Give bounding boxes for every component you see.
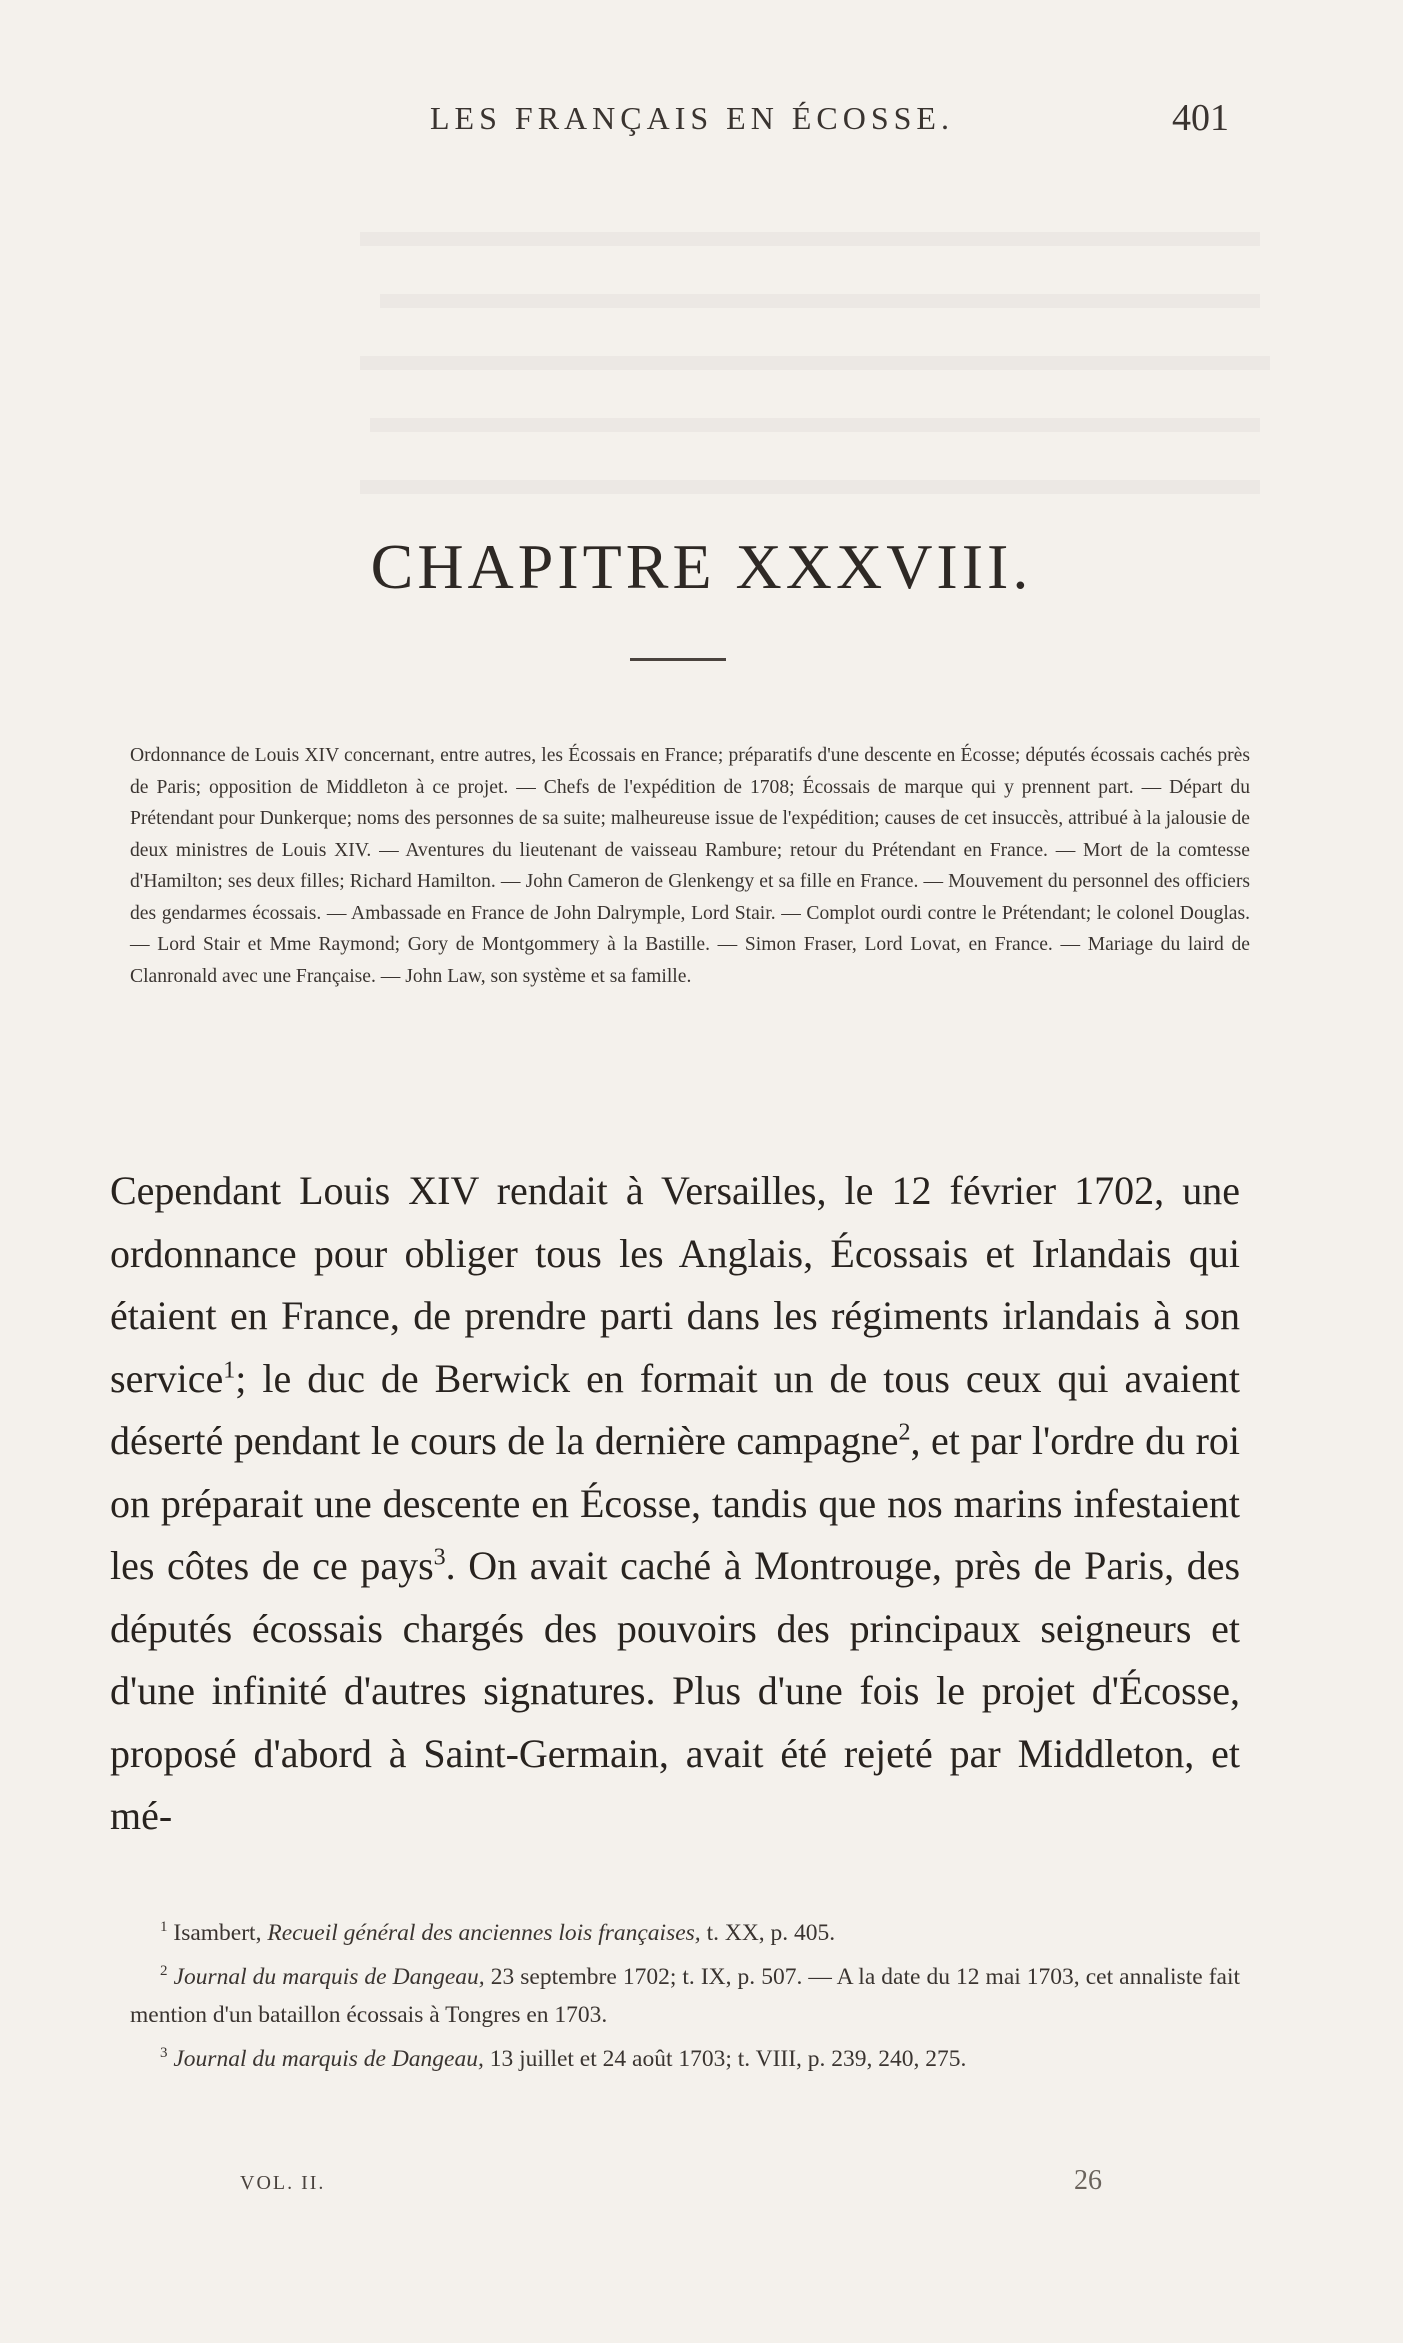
sheet-signature-number: 26 <box>1074 2165 1102 2196</box>
footnote-1 <box>130 1908 1240 1952</box>
footnote-title: Recueil général des anciennes lois françaises, <box>267 1919 701 1946</box>
body-text-part1: Cependant Louis XIV rendait à Versailles, le 12 février 1702, une ordonnance pour obliger tous les Anglais, Écossais et Irlandais qui étaient en France, de prendre parti dans les régiments irlandais à son service <box>110 1168 1240 1401</box>
chapter-title: CHAPITRE XXXVIII. <box>370 531 1033 602</box>
footnote-marker: 3 <box>160 2044 168 2061</box>
body-text-part4: . On avait caché à Montrouge, près de Paris, des députés écossais chargés des pouvoirs des principaux seigneurs et d'une infinité d'autres signatures. Plus d'une fois le projet d'Écosse, proposé d'abord à Saint-Germain, avait été rejeté par Middleton, et mé- <box>110 1543 1241 1838</box>
footnote-text: t. XX, p. 405. <box>700 1919 836 1946</box>
footnote-text: Isambert, <box>173 1919 268 1946</box>
body-text-part3: , et par l'ordre du roi on préparait une descente en Écosse, tandis que nos marins infestaient les côtes de ce pays <box>110 1418 1241 1588</box>
footnote-marker: 1 <box>160 1919 168 1935</box>
chapter-rule <box>630 658 726 661</box>
footnote-text: 13 juillet et 24 août 1703; t. VIII, p. 239, 240, 275. <box>483 2045 967 2072</box>
footnote-marker: 2 <box>160 1962 168 1979</box>
body-text-part2: ; le duc de Berwick en formait un de tous ceux qui avaient déserté pendant le cours de la dernière campagne <box>110 1355 1240 1463</box>
footnotes <box>130 1908 1240 2077</box>
chapter-summary: Ordonnance de Louis XIV concernant, entre autres, les Écossais en France; préparatifs d'une descente en Écosse; députés écossais cachés près de Paris; opposition de Middleton à ce projet. — Chefs de l'expédition de 1708; Écossais de marque qui y prennent part. — Départ du Prétendant pour Dunkerque; noms des personnes de sa suite; malheureuse issue de l'expédition; causes de cet insuccès, attribué à la jalousie de deux ministres de Louis XIV. — Aventures du lieutenant de vaisseau Rambure; retour du Prétendant en France. — Mort de la comtesse d'Hamilton; ses deux filles; Richard Hamilton. — John Cameron de Glenkengy et sa fille en France. — Mouvement du personnel des officiers des gendarmes écossais. — Ambassade en France de John Dalrymple, Lord Stair. — Complot ourdi contre le Prétendant; le colonel Douglas. — Lord Stair et Mme Raymond; Gory de Montgommery à la Bastille. — Simon Fraser, Lord Lovat, en France. — Mariage du laird de Clanronald avec une Française. — John Law, son système et sa famille. <box>130 745 1250 987</box>
footnote-text: 23 septembre 1702; t. IX, p. 507. — A la date du 12 mai 1703, cet annaliste fait mention d'un bataillon écossais à Tongres en 1703. <box>130 1963 1241 2028</box>
volume-mark: VOL. II. <box>240 2172 326 2194</box>
body-paragraph <box>110 1160 1240 1848</box>
bleed-through-lines <box>360 222 1320 582</box>
footnote-2 <box>130 1952 1240 2034</box>
running-head: LES FRANÇAIS EN ÉCOSSE. <box>430 100 954 136</box>
footnote-title: Journal du marquis de Dangeau, <box>173 2045 484 2072</box>
footnote-ref-1: 1 <box>223 1357 236 1384</box>
page-number: 401 <box>1172 97 1229 139</box>
footnote-3 <box>130 2034 1240 2078</box>
footnote-title: Journal du marquis de Dangeau, <box>173 1963 485 1990</box>
footnote-ref-3: 3 <box>433 1544 446 1571</box>
footnote-ref-2: 2 <box>898 1419 911 1446</box>
